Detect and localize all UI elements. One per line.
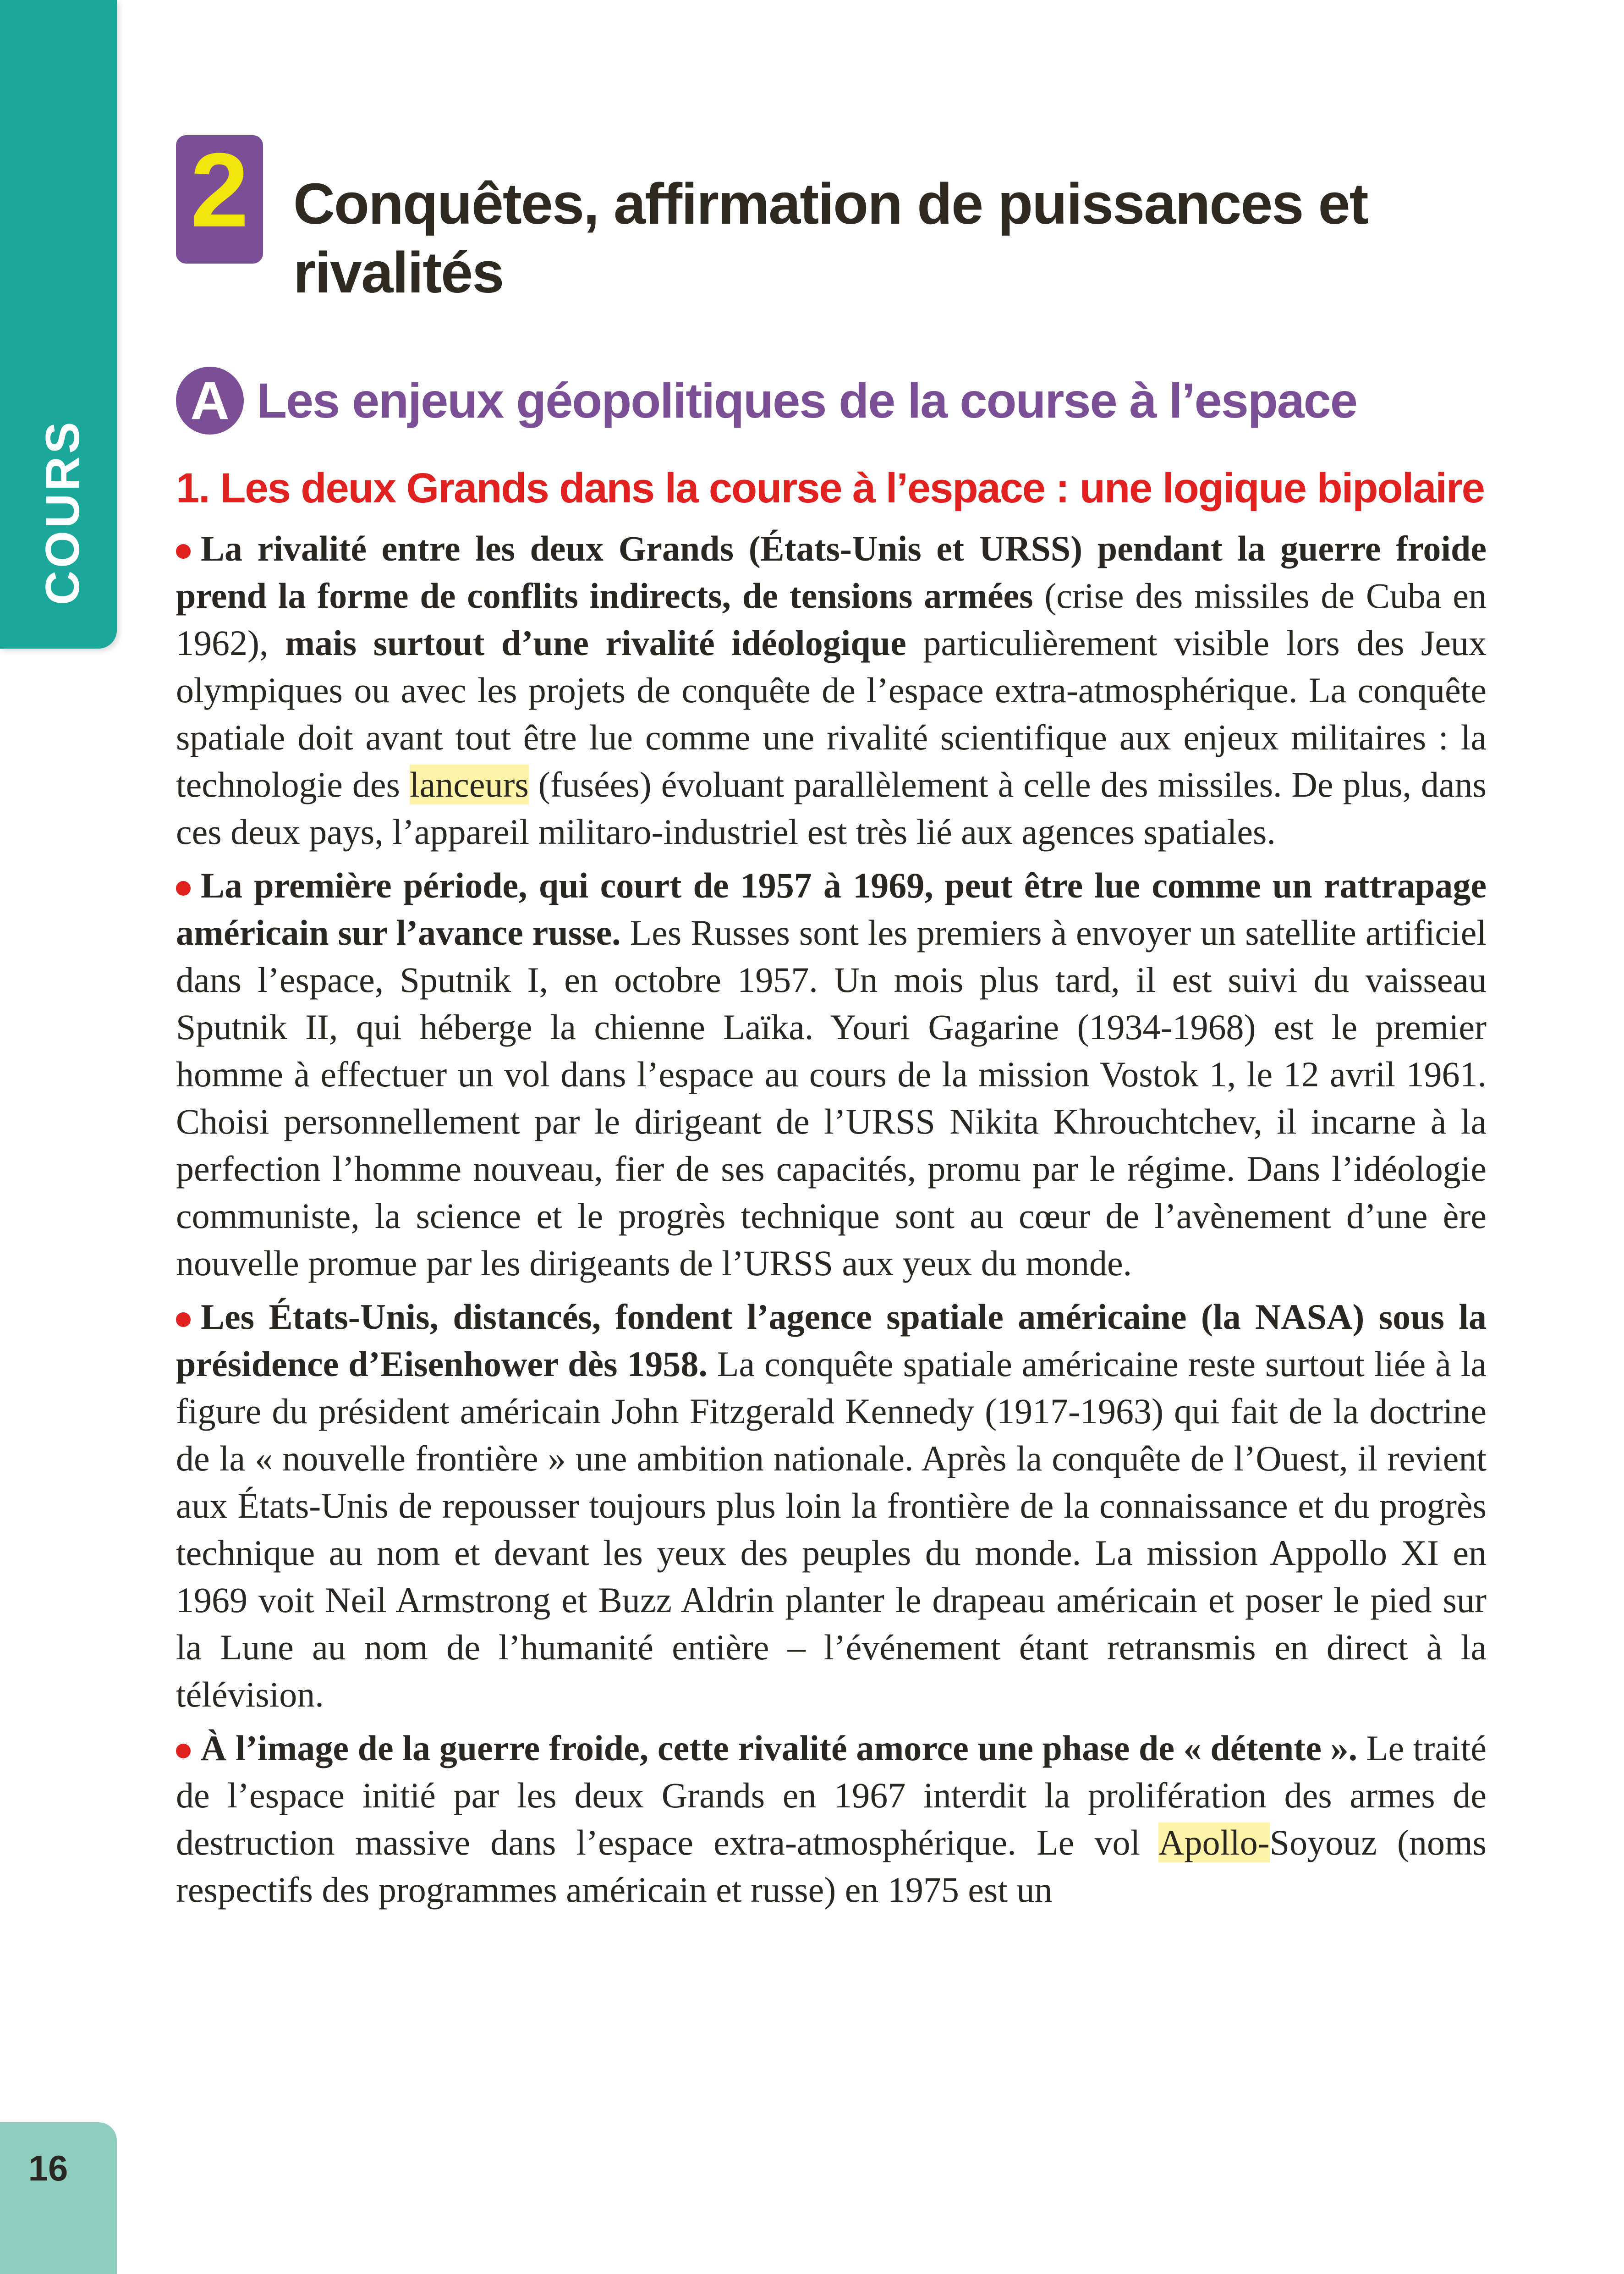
page-number-tab xyxy=(0,2122,117,2274)
paragraph-bold: La première période, qui court de 1957 à 1969, peut être lue comme un rattrapage américain sur l’avance russe. xyxy=(176,865,1487,953)
paragraph-text: particulièrement visible lors des Jeux olympiques ou avec les projets de conquête de l’espace extra-atmosphérique. La conquête spatiale doit avant tout être lue comme une rivalité scientifique aux enjeux militaires : la technologie des xyxy=(176,623,1487,804)
paragraph-1 xyxy=(176,525,1487,855)
paragraph-text: La conquête spatiale américaine reste surtout liée à la figure du président américain John Fitzgerald Kennedy (1917-1963) qui fait de la doctrine de la « nouvelle frontière » une ambition nationale. Après la conquête de l’Ouest, il revient aux États-Unis de repousser toujours plus loin la frontière de la connaissance et du progrès technique au nom et devant les yeux des peuples du monde. La mission Appollo XI en 1969 voit Neil Armstrong et Buzz Aldrin planter le drapeau américain et poser le pied sur la Lune au nom de l’humanité entière – l’événement étant retransmis en direct à la télévision. xyxy=(176,1344,1487,1714)
bullet-icon xyxy=(176,1744,191,1758)
paragraph-bold: mais surtout d’une rivalité idéologique xyxy=(285,623,906,663)
section-title: Les enjeux géopolitiques de la course à l’espace xyxy=(257,373,1357,428)
paragraph-bold: À l’image de la guerre froide, cette rivalité amorce une phase de « détente ». xyxy=(201,1728,1358,1768)
body-text xyxy=(176,525,1487,1920)
chapter-number: 2 xyxy=(190,131,249,249)
paragraph-3 xyxy=(176,1293,1487,1718)
chapter-title: Conquêtes, affirmation de puissances et rivalités xyxy=(293,171,1368,305)
highlighted-term: lanceurs xyxy=(409,765,529,804)
paragraph-bold: Les États-Unis, distancés, fondent l’agence spatiale américaine (la NASA) sous la présidence d’Eisenhower dès 1958. xyxy=(176,1297,1487,1384)
subsection-title: 1. Les deux Grands dans la course à l’espace : une logique bipolaire xyxy=(176,465,1484,512)
bullet-icon xyxy=(176,881,191,896)
paragraph-text: Soyouz (noms respectifs des programmes américain et russe) en 1975 est un xyxy=(176,1823,1487,1910)
paragraph-text: Les Russes sont les premiers à envoyer un satellite artificiel dans l’espace, Sputnik I, en octobre 1957. Un mois plus tard, il est suivi du vaisseau Sputnik II, qui héberge la chienne Laïka. Youri Gagarine (1934-1968) est le premier homme à effectuer un vol dans l’espace au cours de la mission Vostok 1, le 12 avril 1961. Choisi personnellement par le dirigeant de l’URSS Nikita Khrouchtchev, il incarne à la perfection l’homme nouveau, fier de ses capacités, promu par le régime. Dans l’idéologie communiste, la science et le progrès technique sont au cœur de l’avènement d’une ère nouvelle promue par les dirigeants de l’URSS aux yeux du monde. xyxy=(176,913,1487,1283)
highlighted-term: Apollo- xyxy=(1158,1823,1270,1862)
paragraph-4 xyxy=(176,1724,1487,1913)
paragraph-text: (crise des missiles de Cuba en 1962), xyxy=(176,576,1487,663)
paragraph-2 xyxy=(176,862,1487,1287)
paragraph-bold: La rivalité entre les deux Grands (États-Unis et URSS) pendant la guerre froide prend la forme de conflits indirects, de tensions armées xyxy=(176,529,1487,616)
paragraph-text: (fusées) évoluant parallèlement à celle des missiles. De plus, dans ces deux pays, l’appareil militaro-industriel est très lié aux agences spatiales. xyxy=(176,765,1487,852)
bullet-icon xyxy=(176,544,191,559)
paragraph-text: Le traité de l’espace initié par les deux Grands en 1967 interdit la prolifération des armes de destruction massive dans l’espace extra-atmosphérique. Le vol xyxy=(176,1728,1487,1862)
bullet-icon xyxy=(176,1312,191,1327)
section-letter-badge: A xyxy=(176,367,244,435)
page-number: 16 xyxy=(28,2148,68,2188)
sidebar-label: COURS xyxy=(36,419,89,605)
